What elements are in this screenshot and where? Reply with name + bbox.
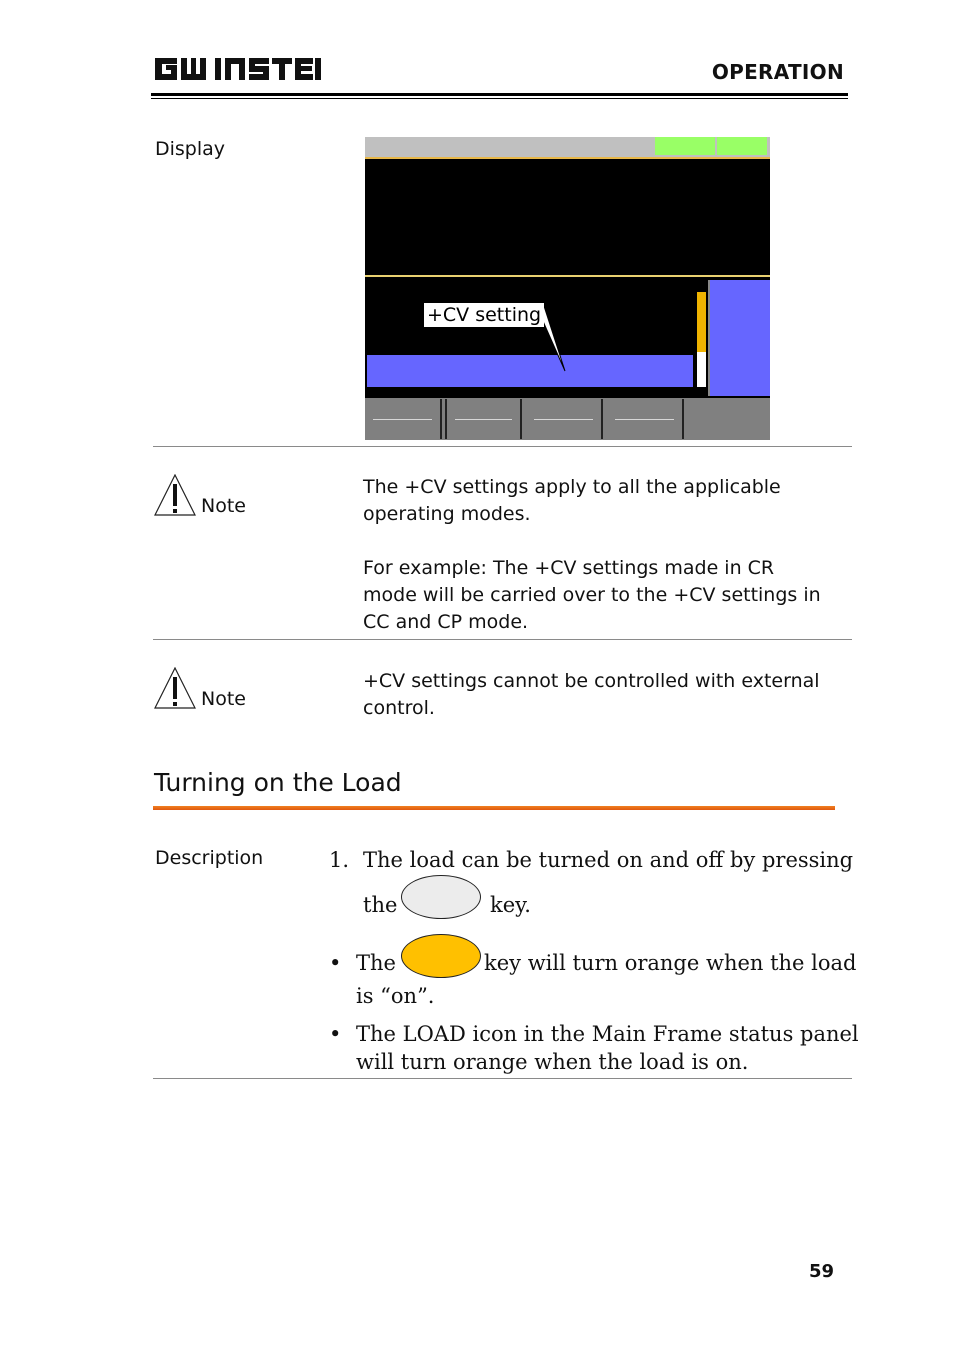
step-number: 1. <box>329 848 350 872</box>
softkey <box>526 399 603 439</box>
step-text: The load can be turned on and off by pressing <box>363 848 854 872</box>
page-number: 59 <box>808 1261 834 1282</box>
cv-setting-field <box>367 355 693 387</box>
bullet-text: will turn orange when the load is on. <box>356 1050 749 1074</box>
note-label: Note <box>201 688 246 710</box>
note-label: Note <box>201 495 246 517</box>
screen-divider <box>365 275 770 277</box>
bullet-glyph: • <box>329 951 342 975</box>
step-text-key: key. <box>490 893 531 917</box>
note-paragraph: For example: The +CV settings made in CR mode will be carried over to the +CV settings in CC and CP mode. <box>363 557 821 633</box>
load-key-off-icon <box>401 875 481 919</box>
softkey <box>607 399 684 439</box>
bullet-text: The LOAD icon in the Main Frame status panel <box>356 1022 859 1046</box>
note-paragraph: The +CV settings apply to all the applicable operating modes. <box>363 476 781 525</box>
bullet-text: key will turn orange when the load <box>484 951 857 975</box>
load-key-on-icon <box>401 934 481 978</box>
screen-scrollbar-fill <box>697 292 706 352</box>
row-divider <box>153 639 852 640</box>
row-divider <box>153 1078 852 1079</box>
screen-divider <box>365 157 770 159</box>
screen-status-indicator <box>717 137 767 155</box>
row-divider <box>153 446 852 447</box>
header-rule <box>151 93 848 96</box>
section-title: Turning on the Load <box>154 768 402 797</box>
gw-instek-logo <box>153 54 323 84</box>
note-paragraph: +CV settings cannot be controlled with external control. <box>363 670 820 719</box>
softkey <box>445 399 522 439</box>
description-label: Description <box>155 847 264 869</box>
screen-status-indicator <box>655 137 715 155</box>
device-screen-illustration <box>365 137 770 440</box>
bullet-text: is “on”. <box>356 984 435 1008</box>
warning-icon <box>154 474 196 516</box>
bullet-text-the: The <box>356 951 396 975</box>
softkey <box>365 399 442 439</box>
screen-side-panel <box>710 280 770 396</box>
cv-setting-callout: +CV setting <box>424 303 544 327</box>
step-text-the: the <box>363 893 398 917</box>
softkey <box>690 399 770 439</box>
header-rule-thin <box>151 98 848 99</box>
bullet-glyph: • <box>329 1022 342 1046</box>
section-title-rule <box>153 806 835 810</box>
warning-icon <box>154 667 196 709</box>
display-label: Display <box>155 138 226 160</box>
section-header: OPERATION <box>711 60 844 84</box>
